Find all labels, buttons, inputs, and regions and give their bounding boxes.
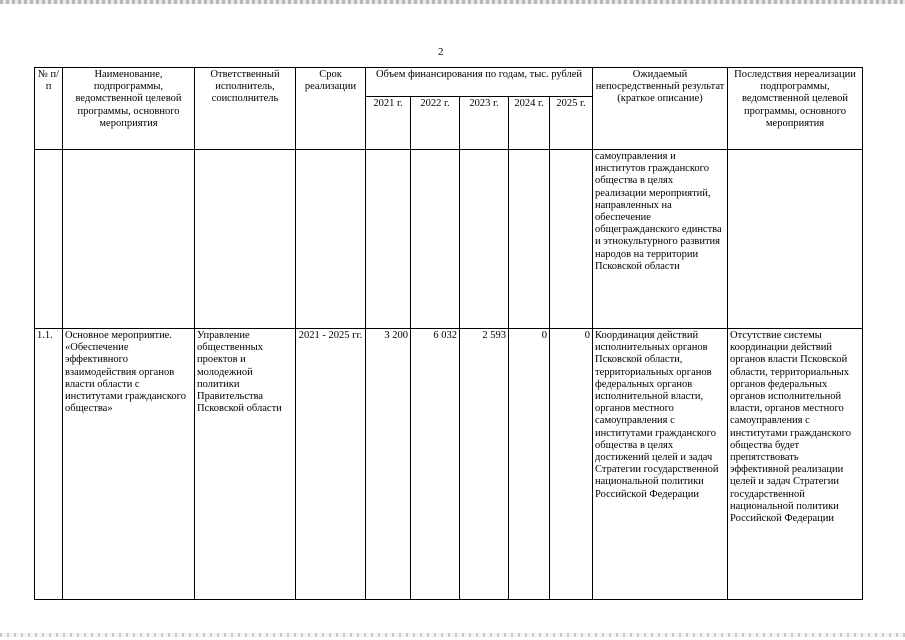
page-number: 2 bbox=[438, 46, 444, 58]
cell-value-2025: 0 bbox=[550, 329, 593, 600]
header-name: Наименование, подпрограммы, ведомственной целевой программы, основного мероприятия bbox=[63, 68, 195, 150]
header-year-2023: 2023 г. bbox=[460, 97, 509, 150]
header-term: Срок реализации bbox=[296, 68, 366, 150]
cell-value-2022 bbox=[411, 150, 460, 329]
header-year-2024: 2024 г. bbox=[509, 97, 550, 150]
cell-num: 1.1. bbox=[35, 329, 63, 600]
table-row bbox=[35, 329, 863, 600]
cell-value-2021 bbox=[366, 150, 411, 329]
cell-value-2025 bbox=[550, 150, 593, 329]
cell-num bbox=[35, 150, 63, 329]
scan-artifact-bottom bbox=[0, 633, 905, 637]
cell-name: Основное мероприятие. «Обеспечение эффективного взаимодействия органов власти области с институтами гражданского общества» bbox=[63, 329, 195, 600]
scan-artifact-top bbox=[0, 0, 905, 4]
cell-term bbox=[296, 150, 366, 329]
header-consequences: Последствия нереализации подпрограммы, ведомственной целевой программы, основного мероприятия bbox=[728, 68, 863, 150]
cell-term: 2021 - 2025 гг. bbox=[296, 329, 366, 600]
header-funding: Объем финансирования по годам, тыс. рублей bbox=[366, 68, 593, 97]
header-row bbox=[35, 68, 863, 97]
cell-executor bbox=[195, 150, 296, 329]
cell-result: самоуправления и институтов гражданского общества в целях реализации мероприятий, направленных на обеспечение общегражданского единства и этнокультурного развития народов на территории Псковской области bbox=[593, 150, 728, 329]
cell-value-2024: 0 bbox=[509, 329, 550, 600]
header-year-2022: 2022 г. bbox=[411, 97, 460, 150]
header-executor: Ответственный исполнитель, соисполнитель bbox=[195, 68, 296, 150]
cell-value-2022: 6 032 bbox=[411, 329, 460, 600]
cell-result: Координация действий исполнительных органов Псковской области, территориальных органов федеральных органов исполнительной власти, органов местного самоуправления с институтами гражданского общества в целях достижений целей и задач Стратегии государственной национальной политики Российской Федерации bbox=[593, 329, 728, 600]
header-result: Ожидаемый непосредственный результат (краткое описание) bbox=[593, 68, 728, 150]
cell-value-2021: 3 200 bbox=[366, 329, 411, 600]
cell-consequences: Отсутствие системы координации действий органов власти Псковской области, территориальных органов федеральных органов исполнительной власти, органов местного самоуправления с институтами гражданского общества будет препятствовать эффективной реализации целей и задач Стратегии государственной национальной политики Российской Федерации bbox=[728, 329, 863, 600]
table-row bbox=[35, 150, 863, 329]
header-num: № п/п bbox=[35, 68, 63, 150]
header-year-2025: 2025 г. bbox=[550, 97, 593, 150]
header-year-2021: 2021 г. bbox=[366, 97, 411, 150]
cell-executor: Управление общественных проектов и молодежной политики Правительства Псковской области bbox=[195, 329, 296, 600]
cell-value-2024 bbox=[509, 150, 550, 329]
cell-name bbox=[63, 150, 195, 329]
cell-consequences bbox=[728, 150, 863, 329]
cell-value-2023 bbox=[460, 150, 509, 329]
cell-value-2023: 2 593 bbox=[460, 329, 509, 600]
program-table bbox=[34, 67, 863, 600]
